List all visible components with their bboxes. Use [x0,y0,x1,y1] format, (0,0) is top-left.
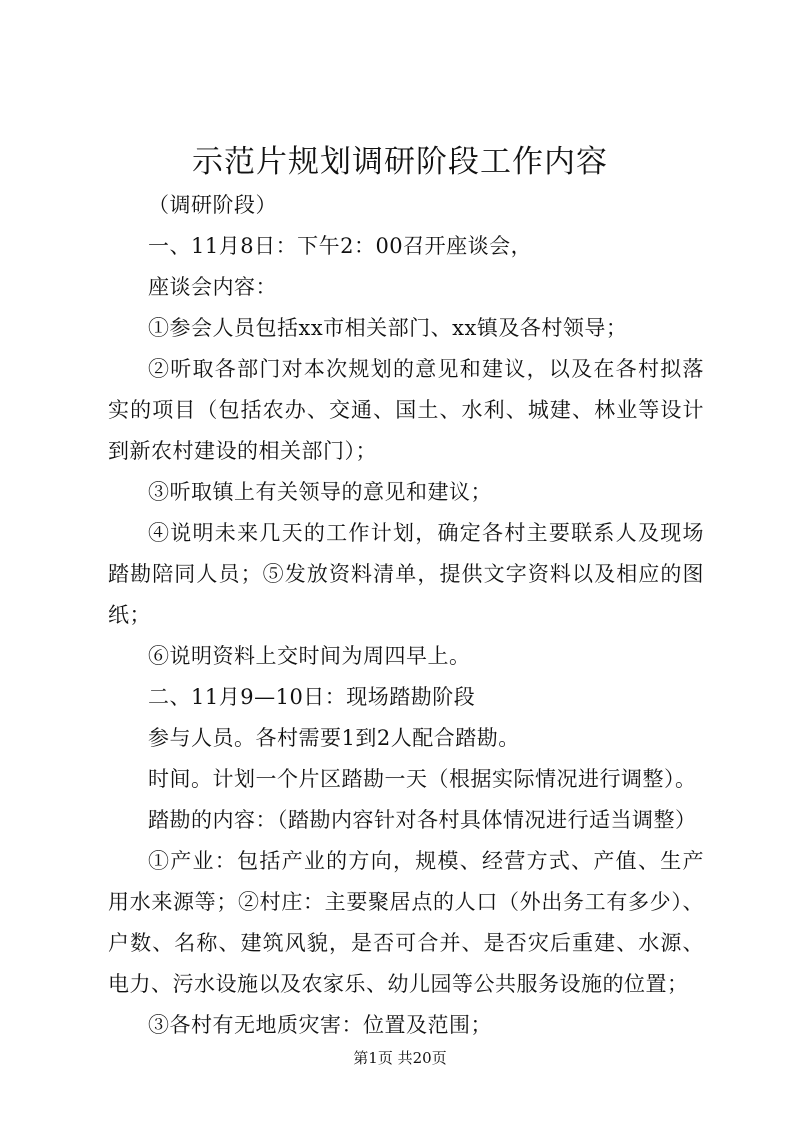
paragraph-item-4-5: ④说明未来几天的工作计划，确定各村主要联系人及现场踏勘陪同人员；⑤发放资料清单，提供文字资料以及相应的图纸； [108,521,704,627]
paragraph-survey-items-1-2: ①产业：包括产业的方向，规模、经营方式、产值、生产用水来源等；②村庄：主要聚居点的人口（外出务工有多少）、户数、名称、建筑风貌，是否可合并、是否灾后重建、水源、电力、污水设施以及农家乐、幼儿园等公共服务设施的位置； [108,849,704,996]
paragraph-section-2-heading: 二、11月9—10日：现场踏勘阶段 [148,685,476,709]
paragraph-item-2: ②听取各部门对本次规划的意见和建议，以及在各村拟落实的项目（包括农办、交通、国土、水利、城建、林业等设计到新农村建设的相关部门）； [108,357,704,463]
document-title: 示范片规划调研阶段工作内容 [192,144,608,180]
document-body [108,185,704,1046]
paragraph-survey-content-label: 踏勘的内容：（踏勘内容针对各村具体情况进行适当调整） [148,808,697,832]
paragraph-time: 时间。计划一个片区踏勘一天（根据实际情况进行调整）。 [148,767,697,791]
page-number-footer: 第1页 共20页 [353,1049,447,1067]
paragraph-stage-note: （调研阶段） [148,193,277,217]
paragraph-section-1-heading: 一、11月8日：下午2：00召开座谈会， [148,234,533,258]
paragraph-survey-item-3: ③各村有无地质灾害：位置及范围； [148,1013,492,1037]
paragraph-item-1: ①参会人员包括xx市相关部门、xx镇及各村领导； [148,316,628,340]
paragraph-participants: 参与人员。各村需要1到2人配合踏勘。 [148,726,520,750]
paragraph-item-6: ⑥说明资料上交时间为周四早上。 [148,644,471,668]
paragraph-meeting-content-label: 座谈会内容： [148,275,277,299]
paragraph-item-3: ③听取镇上有关领导的意见和建议； [148,480,492,504]
